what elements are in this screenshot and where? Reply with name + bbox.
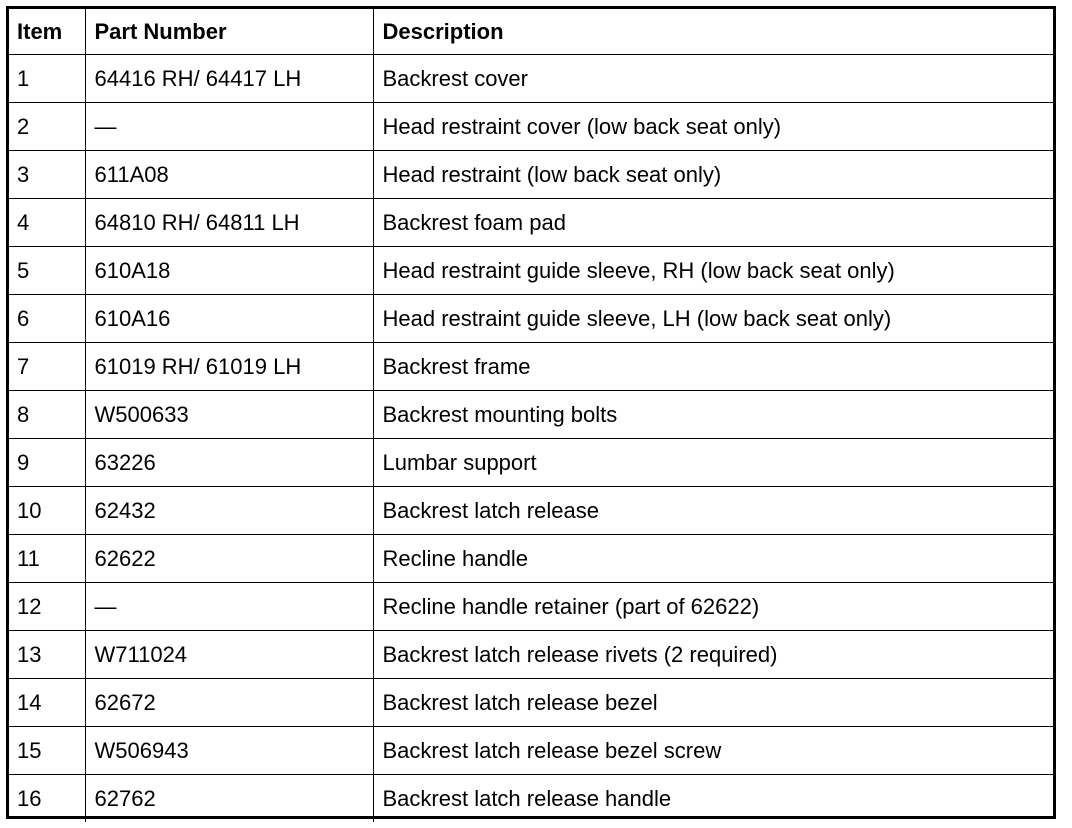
- cell-part-number: 64810 RH/ 64811 LH: [85, 199, 373, 247]
- cell-item: 14: [9, 679, 85, 727]
- table-row: [9, 55, 1053, 103]
- cell-description: Head restraint guide sleeve, RH (low back seat only): [373, 247, 1053, 295]
- cell-item: 3: [9, 151, 85, 199]
- cell-description: Head restraint cover (low back seat only): [373, 103, 1053, 151]
- header-row: [9, 9, 1053, 55]
- cell-part-number: 610A18: [85, 247, 373, 295]
- cell-description: Backrest latch release: [373, 487, 1053, 535]
- cell-part-number: —: [85, 103, 373, 151]
- header-item: Item: [9, 9, 85, 55]
- cell-description: Head restraint guide sleeve, LH (low back seat only): [373, 295, 1053, 343]
- cell-item: 1: [9, 55, 85, 103]
- cell-part-number: 62672: [85, 679, 373, 727]
- table-row: [9, 679, 1053, 727]
- table-row: [9, 487, 1053, 535]
- cell-item: 11: [9, 535, 85, 583]
- cell-part-number: 64416 RH/ 64417 LH: [85, 55, 373, 103]
- cell-description: Recline handle: [373, 535, 1053, 583]
- cell-part-number: W500633: [85, 391, 373, 439]
- cell-part-number: 61019 RH/ 61019 LH: [85, 343, 373, 391]
- cell-part-number: 62432: [85, 487, 373, 535]
- cell-item: 16: [9, 775, 85, 823]
- table-row: [9, 151, 1053, 199]
- cell-part-number: 62762: [85, 775, 373, 823]
- table-body: [9, 55, 1053, 823]
- table-row: [9, 583, 1053, 631]
- cell-item: 12: [9, 583, 85, 631]
- cell-description: Backrest foam pad: [373, 199, 1053, 247]
- cell-part-number: W711024: [85, 631, 373, 679]
- cell-item: 4: [9, 199, 85, 247]
- table-row: [9, 535, 1053, 583]
- cell-part-number: 63226: [85, 439, 373, 487]
- cell-item: 2: [9, 103, 85, 151]
- table-row: [9, 727, 1053, 775]
- table-header: [9, 9, 1053, 55]
- header-part-number: Part Number: [85, 9, 373, 55]
- table-row: [9, 199, 1053, 247]
- table-row: [9, 103, 1053, 151]
- table-row: [9, 343, 1053, 391]
- cell-item: 10: [9, 487, 85, 535]
- cell-item: 9: [9, 439, 85, 487]
- cell-description: Backrest latch release bezel screw: [373, 727, 1053, 775]
- cell-description: Backrest cover: [373, 55, 1053, 103]
- cell-item: 7: [9, 343, 85, 391]
- cell-part-number: W506943: [85, 727, 373, 775]
- cell-description: Lumbar support: [373, 439, 1053, 487]
- parts-table-frame: [6, 6, 1056, 819]
- cell-description: Backrest latch release bezel: [373, 679, 1053, 727]
- table-row: [9, 247, 1053, 295]
- table-row: [9, 391, 1053, 439]
- table-row: [9, 295, 1053, 343]
- table-row: [9, 631, 1053, 679]
- cell-item: 15: [9, 727, 85, 775]
- cell-description: Recline handle retainer (part of 62622): [373, 583, 1053, 631]
- cell-description: Head restraint (low back seat only): [373, 151, 1053, 199]
- parts-table: [9, 9, 1053, 822]
- cell-item: 13: [9, 631, 85, 679]
- header-description: Description: [373, 9, 1053, 55]
- cell-item: 6: [9, 295, 85, 343]
- cell-description: Backrest latch release rivets (2 required): [373, 631, 1053, 679]
- cell-description: Backrest mounting bolts: [373, 391, 1053, 439]
- cell-part-number: —: [85, 583, 373, 631]
- table-row: [9, 775, 1053, 823]
- cell-part-number: 62622: [85, 535, 373, 583]
- cell-item: 5: [9, 247, 85, 295]
- cell-description: Backrest frame: [373, 343, 1053, 391]
- table-row: [9, 439, 1053, 487]
- cell-part-number: 611A08: [85, 151, 373, 199]
- cell-description: Backrest latch release handle: [373, 775, 1053, 823]
- cell-part-number: 610A16: [85, 295, 373, 343]
- cell-item: 8: [9, 391, 85, 439]
